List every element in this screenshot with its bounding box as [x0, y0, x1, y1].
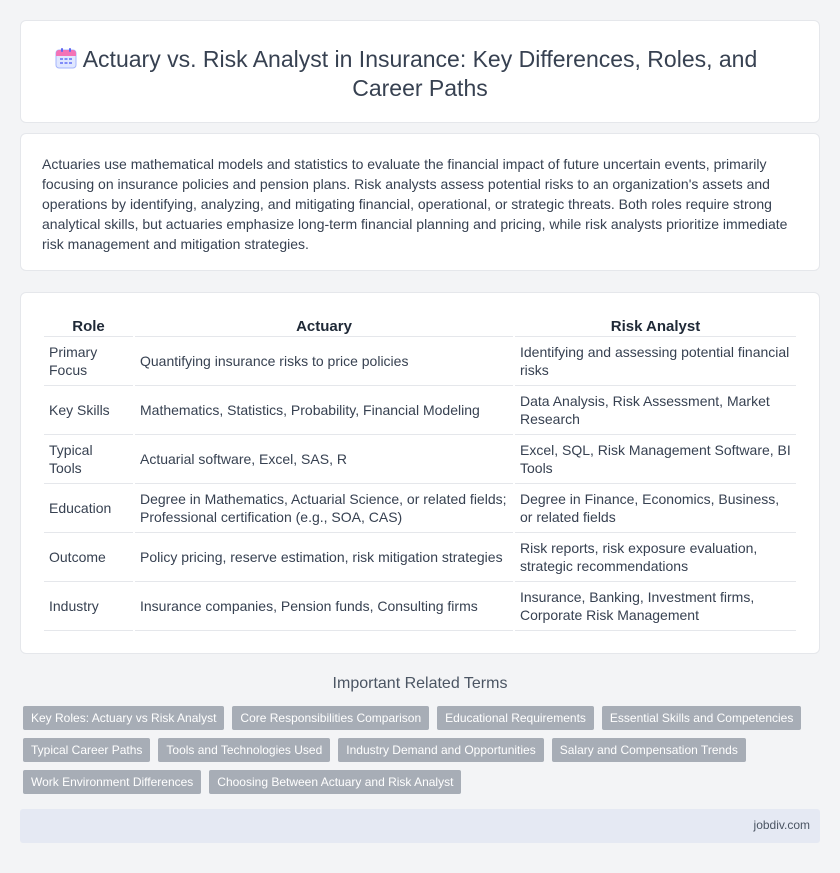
related-terms-tags [23, 706, 823, 802]
actuary-cell: Degree in Mathematics, Actuarial Science, or related fields; Professional certification (e.g., SOA, CAS) [135, 484, 513, 533]
actuary-cell: Quantifying insurance risks to price policies [135, 337, 513, 386]
table-header-row [44, 315, 796, 337]
table-row [44, 337, 796, 386]
related-terms-title: Important Related Terms [332, 675, 508, 692]
tag-row [23, 770, 823, 794]
summary-text: Actuaries use mathematical models and statistics to evaluate the financial impact of future uncertain events, primarily focusing on insurance policies and pension plans. Risk analysts assess potential risks to an organization's assets and operations by identifying, analyzing, and mitigating financial, operational, or strategic threats. Both roles require strong analytical skills, but actuaries emphasize long-term financial planning and pricing, while risk analysts prioritize immediate risk management and mitigation strategies. [42, 156, 788, 252]
risk-analyst-cell: Insurance, Banking, Investment firms, Corporate Risk Management [515, 582, 796, 631]
tag-essential-skills[interactable]: Essential Skills and Competencies [602, 706, 801, 730]
tag-choosing-between[interactable]: Choosing Between Actuary and Risk Analyst [209, 770, 461, 794]
tag-educational-requirements[interactable]: Educational Requirements [437, 706, 594, 730]
actuary-cell: Policy pricing, reserve estimation, risk mitigation strategies [135, 533, 513, 582]
row-label: Outcome [44, 533, 133, 582]
actuary-cell: Mathematics, Statistics, Probability, Financial Modeling [135, 386, 513, 435]
table-row [44, 533, 796, 582]
tag-work-environment[interactable]: Work Environment Differences [23, 770, 201, 794]
row-label: Primary Focus [44, 337, 133, 386]
footer [20, 809, 820, 843]
comparison-table-card [20, 292, 820, 654]
page-title: Actuary vs. Risk Analyst in Insurance: Key Differences, Roles, and Career Paths [82, 46, 758, 101]
header-card [20, 20, 820, 123]
tag-row [23, 738, 823, 762]
row-label: Industry [44, 582, 133, 631]
row-label: Key Skills [44, 386, 133, 435]
tag-core-responsibilities[interactable]: Core Responsibilities Comparison [232, 706, 429, 730]
actuary-cell: Actuarial software, Excel, SAS, R [135, 435, 513, 484]
footer-site-link[interactable]: jobdiv.com [753, 818, 810, 832]
risk-analyst-cell: Degree in Finance, Economics, Business, or related fields [515, 484, 796, 533]
risk-analyst-cell: Excel, SQL, Risk Management Software, BI Tools [515, 435, 796, 484]
tag-industry-demand[interactable]: Industry Demand and Opportunities [338, 738, 543, 762]
column-header-actuary: Actuary [135, 315, 513, 337]
tag-row [23, 706, 823, 730]
tag-career-paths[interactable]: Typical Career Paths [23, 738, 150, 762]
row-label: Education [44, 484, 133, 533]
table-row [44, 386, 796, 435]
actuary-cell: Insurance companies, Pension funds, Consulting firms [135, 582, 513, 631]
tag-salary-trends[interactable]: Salary and Compensation Trends [552, 738, 746, 762]
column-header-risk-analyst: Risk Analyst [515, 315, 796, 337]
row-label: Typical Tools [44, 435, 133, 484]
column-header-role: Role [44, 315, 133, 337]
table-row [44, 582, 796, 631]
risk-analyst-cell: Data Analysis, Risk Assessment, Market Research [515, 386, 796, 435]
table-row [44, 484, 796, 533]
table-row [44, 435, 796, 484]
summary-card [20, 133, 820, 271]
risk-analyst-cell: Identifying and assessing potential financial risks [515, 337, 796, 386]
comparison-table [42, 315, 798, 631]
tag-key-roles[interactable]: Key Roles: Actuary vs Risk Analyst [23, 706, 224, 730]
risk-analyst-cell: Risk reports, risk exposure evaluation, strategic recommendations [515, 533, 796, 582]
tag-tools-technologies[interactable]: Tools and Technologies Used [158, 738, 330, 762]
